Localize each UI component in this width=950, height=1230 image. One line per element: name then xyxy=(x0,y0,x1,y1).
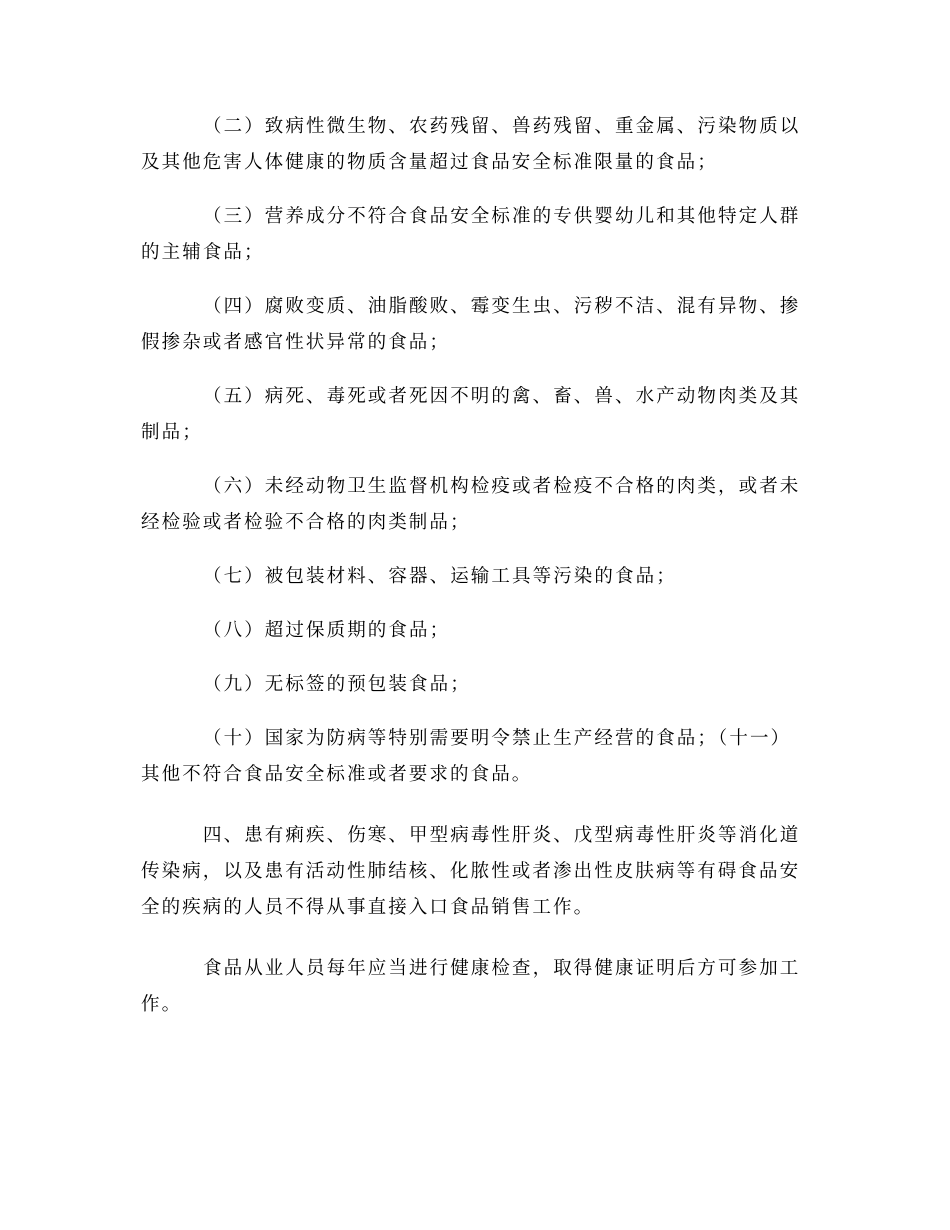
paragraph-section-4: 四、患有痢疾、伤寒、甲型病毒性肝炎、戊型病毒性肝炎等消化道传染病，以及患有活动性肺结核、化脓性或者渗出性皮肤病等有碍食品安全的疾病的人员不得从事直接入口食品销售工作。 xyxy=(141,825,801,918)
paragraph-item-6: （六）未经动物卫生监督机构检疫或者检疫不合格的肉类，或者未经检验或者检验不合格的肉类制品； xyxy=(141,476,801,533)
paragraph-health-check: 食品从业人员每年应当进行健康检查，取得健康证明后方可参加工作。 xyxy=(141,958,801,1015)
paragraph-item-5: （五）病死、毒死或者死因不明的禽、畜、兽、水产动物肉类及其制品； xyxy=(141,386,801,443)
paragraph-item-2: （二）致病性微生物、农药残留、兽药残留、重金属、污染物质以及其他危害人体健康的物质含量超过食品安全标准限量的食品； xyxy=(141,116,801,173)
paragraph-item-8: （八）超过保质期的食品； xyxy=(203,620,451,641)
paragraph-item-3: （三）营养成分不符合食品安全标准的专供婴幼儿和其他特定人群的主辅食品； xyxy=(141,206,801,263)
document-body xyxy=(141,109,807,1023)
paragraph-item-10-11: （十）国家为防病等特别需要明令禁止生产经营的食品；（十一）其他不符合食品安全标准或者要求的食品。 xyxy=(141,728,792,785)
paragraph-item-7: （七）被包装材料、容器、运输工具等污染的食品； xyxy=(203,566,677,587)
paragraph-item-4: （四）腐败变质、油脂酸败、霉变生虫、污秽不洁、混有异物、掺假掺杂或者感官性状异常的食品； xyxy=(141,296,801,353)
paragraph-item-9: （九）无标签的预包装食品； xyxy=(203,674,471,695)
